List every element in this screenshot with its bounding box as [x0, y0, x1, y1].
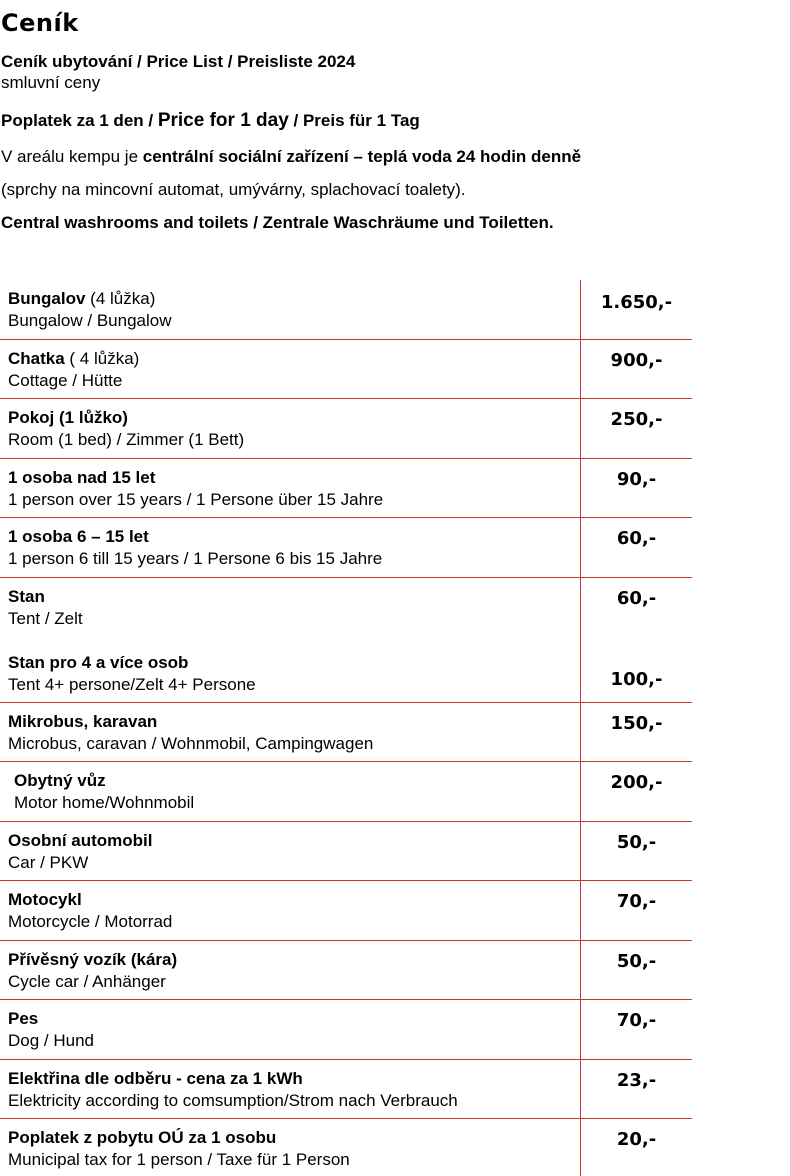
row-description — [8, 407, 574, 451]
item-name: 1 osoba nad 15 let — [8, 468, 156, 487]
table-row-tent — [0, 578, 692, 703]
item-price-secondary: 100,- — [610, 669, 663, 690]
item-translation: Microbus, caravan / Wohnmobil, Campingwagen — [8, 734, 374, 753]
facility-detail: (sprchy na mincovní automat, umývárny, splachovací toalety). — [1, 180, 466, 199]
page-title-text: Ceník — [1, 9, 79, 37]
item-name: Pokoj (1 lůžko) — [8, 408, 128, 427]
table-row — [0, 1000, 692, 1060]
row-description — [8, 1008, 574, 1052]
item-translation: Tent / Zelt — [8, 609, 83, 628]
item-translation: 1 person over 15 years / 1 Persone über 15 Jahre — [8, 490, 384, 509]
item-price: 250,- — [610, 409, 663, 430]
item-price: 90,- — [616, 469, 657, 490]
item-name: Elektřina dle odběru - cena za 1 kWh — [8, 1069, 303, 1088]
item-price: 50,- — [616, 951, 657, 972]
fee-per-day-cz: Poplatek za 1 den / — [1, 111, 158, 130]
fee-per-day-en: Price for 1 day — [157, 110, 289, 131]
table-row — [0, 1060, 692, 1119]
table-row — [0, 822, 692, 881]
item-price: 23,- — [616, 1070, 657, 1091]
item-price: 200,- — [610, 772, 663, 793]
row-description — [8, 467, 574, 511]
row-description-secondary — [8, 652, 574, 696]
item-translation: Motor home/Wohnmobil — [14, 793, 195, 812]
table-row — [0, 1119, 692, 1176]
row-description — [8, 711, 574, 755]
item-name: Osobní automobil — [8, 831, 153, 850]
table-row — [0, 941, 692, 1000]
item-name-extra: (4 lůžka) — [85, 289, 156, 308]
item-name: Stan pro 4 a více osob — [8, 653, 189, 672]
item-name: Přívěsný vozík (kára) — [8, 950, 178, 969]
table-row — [0, 881, 692, 941]
page-title — [1, 9, 79, 37]
item-name: Mikrobus, karavan — [8, 712, 158, 731]
item-translation: Dog / Hund — [8, 1031, 94, 1050]
item-name: Chatka — [8, 349, 65, 368]
item-price: 50,- — [616, 832, 657, 853]
row-description — [8, 526, 574, 570]
row-description — [8, 889, 574, 933]
item-price: 1.650,- — [600, 292, 673, 313]
item-name: Motocykl — [8, 890, 82, 909]
item-translation: Room (1 bed) / Zimmer (1 Bett) — [8, 430, 245, 449]
row-description — [8, 348, 574, 392]
row-description — [8, 288, 574, 332]
row-description — [8, 830, 574, 874]
item-translation: 1 person 6 till 15 years / 1 Persone 6 bis 15 Jahre — [8, 549, 383, 568]
item-translation: Elektricity according to comsumption/Strom nach Verbrauch — [8, 1091, 458, 1110]
item-translation: Tent 4+ persone/Zelt 4+ Persone — [8, 675, 256, 694]
item-name: Pes — [8, 1009, 39, 1028]
row-description — [8, 770, 580, 814]
item-name: Obytný vůz — [14, 771, 106, 790]
item-name: Stan — [8, 587, 45, 606]
table-row — [0, 280, 692, 340]
table-row — [0, 340, 692, 399]
item-name: Poplatek z pobytu OÚ za 1 osobu — [8, 1128, 277, 1147]
item-translation: Cottage / Hütte — [8, 371, 123, 390]
item-price: 70,- — [616, 891, 657, 912]
price-list-subtitle: Ceník ubytování / Price List / Preisliste 2024 — [1, 52, 356, 71]
table-row — [0, 459, 692, 518]
facility-line — [1, 147, 581, 167]
table-row — [0, 399, 692, 459]
item-translation: Car / PKW — [8, 853, 89, 872]
item-price: 150,- — [610, 713, 663, 734]
item-translation: Cycle car / Anhänger — [8, 972, 166, 991]
item-price: 60,- — [616, 528, 657, 549]
item-translation: Bungalow / Bungalow — [8, 311, 172, 330]
item-translation: Motorcycle / Motorrad — [8, 912, 173, 931]
item-name: Bungalov — [8, 289, 86, 308]
item-translation: Municipal tax for 1 person / Taxe für 1 Person — [8, 1150, 350, 1169]
item-price: 20,- — [616, 1129, 657, 1150]
item-price: 60,- — [616, 588, 657, 609]
facility-en-de: Central washrooms and toilets / Zentrale Waschräume und Toiletten. — [1, 213, 554, 232]
facility-intro: V areálu kempu je — [1, 147, 143, 166]
item-name-extra: ( 4 lůžka) — [64, 349, 140, 368]
fee-per-day-line — [1, 111, 420, 131]
price-table — [0, 280, 692, 1176]
row-description — [8, 949, 574, 993]
facility-highlight: centrální sociální zařízení – teplá voda 24 hodin denně — [142, 147, 582, 166]
row-description — [8, 1068, 574, 1112]
fee-per-day-de: / Preis für 1 Tag — [288, 111, 420, 130]
table-row — [0, 762, 692, 822]
item-price: 900,- — [610, 350, 663, 371]
table-row — [0, 703, 692, 762]
table-row — [0, 518, 692, 578]
contract-price-note: smluvní ceny — [1, 73, 101, 92]
item-name: 1 osoba 6 – 15 let — [8, 527, 149, 546]
item-price: 70,- — [616, 1010, 657, 1031]
row-description — [8, 586, 574, 630]
row-description — [8, 1127, 574, 1171]
